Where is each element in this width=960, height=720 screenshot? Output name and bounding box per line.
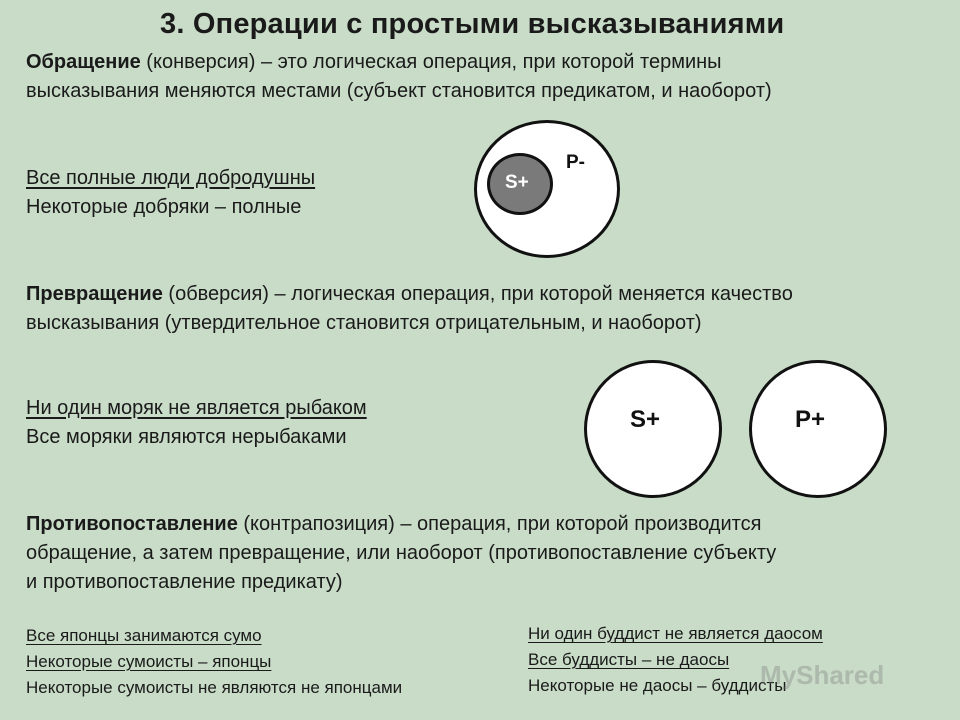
conversion-definition-text: (конверсия) – это логическая операция, при которой термины высказывания меняются местами (субъект становится предикатом, и наоборот) xyxy=(26,51,772,102)
contraposition-left-example-2: Некоторые сумоисты – японцы xyxy=(26,652,272,671)
obversion-term: Превращение xyxy=(26,283,163,305)
predicate-circle-label: P+ xyxy=(795,406,826,433)
watermark: MyShared xyxy=(760,660,885,690)
subject-circle-label: S+ xyxy=(630,406,661,433)
slide-title: 3. Операции с простыми высказываниями xyxy=(160,8,785,40)
predicate-outer-label: P- xyxy=(566,152,585,173)
conversion-example-2: Некоторые добряки – полные xyxy=(26,196,302,218)
obversion-definition-text: (обверсия) – логическая операция, при которой меняется качество высказывания (утвердительное становится отрицательным, и наоборот) xyxy=(26,283,793,334)
contraposition-term: Противопоставление xyxy=(26,513,238,535)
conversion-term: Обращение xyxy=(26,51,141,73)
obversion-definition xyxy=(26,280,846,338)
contraposition-right-example-3: Некоторые не даосы – буддисты xyxy=(528,676,787,695)
conversion-example-1: Все полные люди добродушны xyxy=(26,167,316,189)
contraposition-definition xyxy=(26,510,786,597)
contraposition-right-example-2: Все буддисты – не даосы xyxy=(528,650,730,669)
contraposition-right-example-1: Ни один буддист не является даосом xyxy=(528,624,823,643)
contraposition-definition-text: (контрапозиция) – операция, при которой производится обращение, а затем превращение, или наоборот (противопоставление субъекту и противопоставление предикату) xyxy=(26,513,777,593)
obversion-example-2: Все моряки являются нерыбаками xyxy=(26,426,347,448)
contraposition-left-example-1: Все японцы занимаются сумо xyxy=(26,626,262,645)
contraposition-left-example-3: Некоторые сумоисты не являются не японцами xyxy=(26,678,403,697)
subject-inner-label: S+ xyxy=(505,172,529,193)
conversion-definition xyxy=(26,48,846,106)
obversion-example-1: Ни один моряк не является рыбаком xyxy=(26,397,367,419)
